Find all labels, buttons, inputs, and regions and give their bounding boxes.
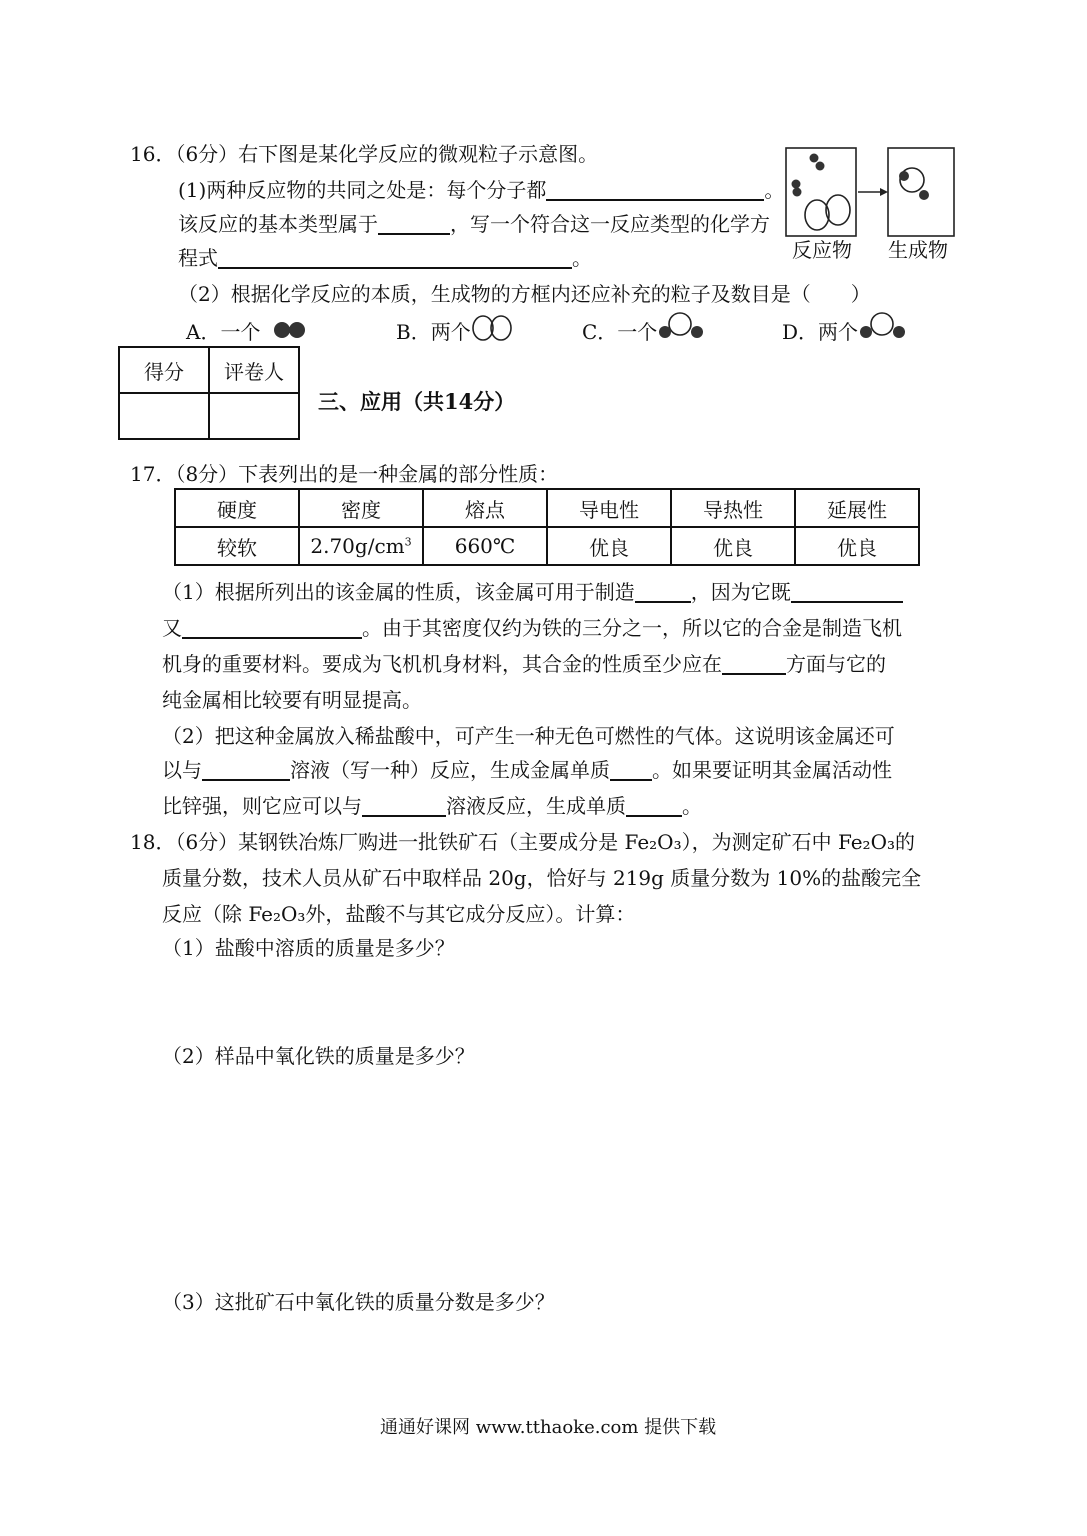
q17-line3 [162, 650, 886, 678]
page-footer: 通通好课网 www.tthaoke.com 提供下载 [380, 1417, 717, 1438]
q16-part1-line3 [178, 244, 592, 272]
answer-blank[interactable] [378, 213, 450, 235]
score-header: 得分 [119, 347, 209, 393]
answer-blank[interactable] [791, 581, 903, 603]
option-d[interactable] [782, 318, 858, 346]
q17-l6-text2: 溶液（写一种）反应，生成金属单质 [290, 758, 610, 782]
table-header: 导热性 [671, 489, 795, 527]
table-header: 硬度 [175, 489, 299, 527]
answer-blank[interactable] [218, 247, 572, 269]
q17-l1-text2: ，因为它既 [690, 580, 791, 604]
reactant-label: 反应物 [792, 238, 852, 262]
q17-line4: 纯金属相比较要有明显提高。 [162, 688, 422, 712]
answer-blank[interactable] [610, 759, 652, 781]
option-d-particle-icon [856, 310, 910, 344]
q16-type-text: 该反应的基本类型属于 [178, 212, 378, 236]
q16-equation-text: ，写一个符合这一反应类型的化学方 [450, 212, 770, 236]
table-cell: 660℃ [423, 527, 547, 565]
table-header: 熔点 [423, 489, 547, 527]
q17-l7-text: 比锌强，则它应可以与 [162, 794, 362, 818]
answer-blank[interactable] [626, 795, 682, 817]
table-cell: 优良 [795, 527, 919, 565]
answer-blank[interactable] [635, 581, 691, 603]
table-cell: 较软 [175, 527, 299, 565]
option-c-particle-icon [656, 310, 710, 344]
q18-line3: 反应（除 Fe₂O₃外，盐酸不与其它成分反应）。计算： [162, 902, 636, 926]
q17-l7-text3: 。 [682, 794, 702, 818]
table-header: 导电性 [547, 489, 671, 527]
score-cell[interactable] [119, 393, 209, 439]
q16-part1-end: 。 [764, 178, 785, 202]
option-a-particle-icon [272, 320, 312, 340]
q18-line1: 18．（6分）某钢铁冶炼厂购进一批铁矿石（主要成分是 Fe₂O₃），为测定矿石中 Fe₂O₃的 [130, 830, 915, 854]
q17-line5: （2）把这种金属放入稀盐酸中，可产生一种无色可燃性的气体。这说明该金属还可 [162, 724, 895, 748]
q16-part2: （2）根据化学反应的本质，生成物的方框内还应补充的粒子及数目是（ ） [178, 282, 871, 306]
grader-cell[interactable] [209, 393, 299, 439]
q16-equation-label: 程式 [178, 246, 218, 270]
answer-blank[interactable] [722, 653, 786, 675]
q16-part1-text: (1)两种反应物的共同之处是：每个分子都 [178, 178, 547, 202]
q16-part1-line2 [178, 210, 770, 238]
option-d-label: D．两个 [782, 320, 859, 344]
q17-line6 [162, 756, 892, 784]
option-b[interactable] [396, 318, 471, 346]
q18-sub3: （3）这批矿石中氧化铁的质量分数是多少？ [162, 1290, 555, 1314]
option-c[interactable] [582, 318, 657, 346]
q17-l2-text: 又 [162, 616, 182, 640]
option-a[interactable] [186, 318, 260, 346]
option-b-label: B．两个 [396, 320, 471, 344]
score-box [118, 346, 300, 440]
q17-l2-text2: 。由于其密度仅约为铁的三分之一，所以它的合金是制造飞机 [362, 616, 902, 640]
answer-blank[interactable] [182, 617, 362, 639]
q17-l3-text: 机身的重要材料。要成为飞机机身材料，其合金的性质至少应在 [162, 652, 722, 676]
section-title: 三、应用（共14分） [318, 389, 516, 414]
q16-header: 16．（6分）右下图是某化学反应的微观粒子示意图。 [130, 142, 599, 166]
answer-blank[interactable] [202, 759, 290, 781]
answer-blank[interactable] [546, 179, 764, 201]
q16-line3-end: 。 [572, 246, 592, 270]
option-a-label: A．一个 [186, 320, 261, 344]
q17-l7-text2: 溶液反应，生成单质 [446, 794, 626, 818]
q17-l6-text3: 。如果要证明其金属活动性 [652, 758, 892, 782]
table-header: 延展性 [795, 489, 919, 527]
table-cell: 优良 [671, 527, 795, 565]
q17-l6-text: 以与 [162, 758, 202, 782]
q17-header: 17．（8分）下表列出的是一种金属的部分性质： [130, 462, 559, 486]
answer-blank[interactable] [362, 795, 446, 817]
property-table [174, 488, 920, 566]
q17-line1 [162, 578, 903, 606]
q16-part1-line1 [178, 176, 784, 204]
q17-l3-text2: 方面与它的 [786, 652, 886, 676]
q18-sub2: （2）样品中氧化铁的质量是多少？ [162, 1044, 475, 1068]
option-c-label: C．一个 [582, 320, 658, 344]
q18-sub1: （1）盐酸中溶质的质量是多少？ [162, 936, 455, 960]
table-cell: 优良 [547, 527, 671, 565]
q17-l1-text: （1）根据所列出的该金属的性质，该金属可用于制造 [162, 580, 635, 604]
table-cell-density [299, 527, 423, 565]
density-value: 2.70g/cm [310, 534, 405, 558]
density-unit-exponent: 3 [404, 535, 412, 549]
table-header: 密度 [299, 489, 423, 527]
option-b-particle-icon [470, 314, 516, 342]
q17-line2 [162, 614, 902, 642]
grader-header: 评卷人 [209, 347, 299, 393]
product-label: 生成物 [888, 238, 948, 262]
q17-line7 [162, 792, 702, 820]
q18-line2: 质量分数，技术人员从矿石中取样品 20g，恰好与 219g 质量分数为 10%的盐酸完全 [162, 866, 922, 890]
